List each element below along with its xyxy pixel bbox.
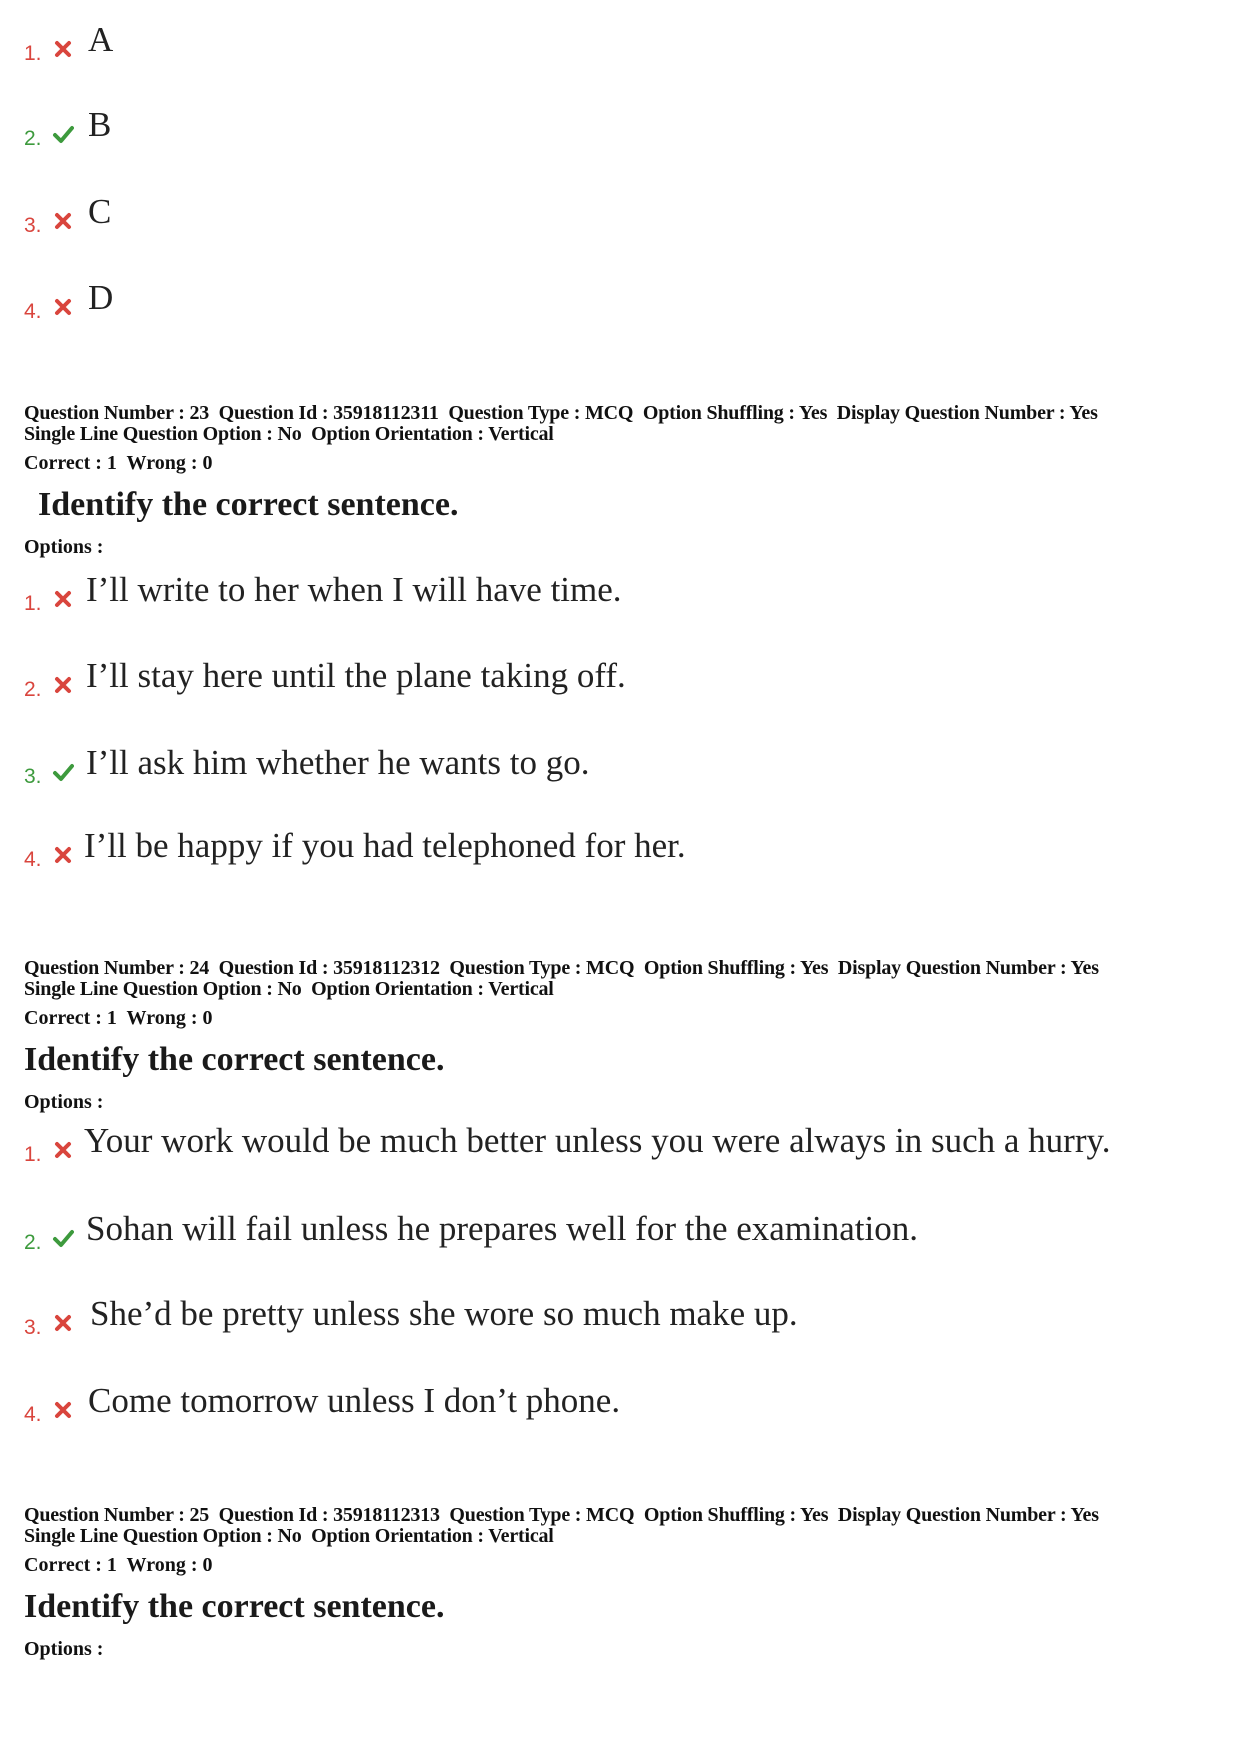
question-meta-line-2: Single Line Question Option : No Option Orientation : Vertical [24, 978, 554, 1000]
option-text: Come tomorrow unless I don’t phone. [88, 1381, 621, 1420]
cross-icon [52, 1399, 74, 1421]
option-number: 1. [24, 1143, 42, 1166]
question-text: Identify the correct sentence. [24, 1588, 445, 1625]
marks-info: Correct : 1 Wrong : 0 [24, 452, 213, 474]
option-number: 4. [24, 848, 42, 871]
prev-option-3 [24, 182, 1214, 242]
check-icon [52, 761, 74, 783]
option-number: 1. [24, 592, 42, 615]
option-3 [24, 733, 1214, 793]
option-text: D [88, 278, 114, 317]
option-text: A [88, 20, 114, 59]
option-number: 4. [24, 300, 42, 323]
option-text: C [88, 192, 112, 231]
question-block-25 [24, 1505, 1214, 1661]
option-2 [24, 1199, 1214, 1259]
question-meta-line-2: Single Line Question Option : No Option Orientation : Vertical [24, 1525, 554, 1547]
option-text: I’ll ask him whether he wants to go. [86, 743, 590, 782]
option-number: 2. [24, 127, 42, 150]
question-meta-line-1: Question Number : 23 Question Id : 35918112311 Question Type : MCQ Option Shuffling : Yes Display Question Number : Yes [24, 402, 1098, 424]
question-meta-line-1: Question Number : 25 Question Id : 35918112313 Question Type : MCQ Option Shuffling : Yes Display Question Number : Yes [24, 1504, 1099, 1526]
option-text: Your work would be much better unless you were always in such a hurry. [84, 1121, 1111, 1160]
cross-icon [52, 210, 74, 232]
question-block-23 [24, 403, 1214, 559]
option-1 [24, 560, 1214, 620]
options-label: Options : [24, 1091, 104, 1113]
question-text: Identify the correct sentence. [24, 1041, 445, 1078]
option-number: 3. [24, 214, 42, 237]
prev-option-2 [24, 95, 1214, 155]
cross-icon [52, 588, 74, 610]
option-text: I’ll be happy if you had telephoned for her. [84, 826, 686, 865]
options-label: Options : [24, 536, 104, 558]
cross-icon [52, 1312, 74, 1334]
cross-icon [52, 1139, 74, 1161]
marks-info: Correct : 1 Wrong : 0 [24, 1554, 213, 1576]
option-text: I’ll stay here until the plane taking off. [86, 656, 626, 695]
question-meta-line-1: Question Number : 24 Question Id : 35918112312 Question Type : MCQ Option Shuffling : Yes Display Question Number : Yes [24, 957, 1099, 979]
question-block-24 [24, 958, 1214, 1114]
prev-option-4 [24, 268, 1214, 328]
check-icon [52, 1227, 74, 1249]
question-meta-line-2: Single Line Question Option : No Option Orientation : Vertical [24, 423, 554, 445]
option-3 [24, 1284, 1214, 1344]
option-number: 3. [24, 1316, 42, 1339]
check-icon [52, 123, 74, 145]
cross-icon [52, 296, 74, 318]
option-number: 3. [24, 765, 42, 788]
marks-info: Correct : 1 Wrong : 0 [24, 1007, 213, 1029]
option-number: 4. [24, 1403, 42, 1426]
option-4 [24, 1371, 1214, 1431]
option-text: Sohan will fail unless he prepares well for the examination. [86, 1209, 918, 1248]
option-2 [24, 646, 1214, 706]
question-text: Identify the correct sentence. [38, 486, 459, 523]
options-label: Options : [24, 1638, 104, 1660]
option-4 [24, 816, 1214, 876]
cross-icon [52, 844, 74, 866]
option-text: B [88, 105, 112, 144]
option-text: She’d be pretty unless she wore so much make up. [90, 1294, 798, 1333]
option-number: 2. [24, 1231, 42, 1254]
cross-icon [52, 38, 74, 60]
option-number: 2. [24, 678, 42, 701]
cross-icon [52, 674, 74, 696]
option-text: I’ll write to her when I will have time. [86, 570, 622, 609]
option-number: 1. [24, 42, 42, 65]
prev-option-1 [24, 10, 1214, 70]
option-1 [24, 1111, 1214, 1171]
